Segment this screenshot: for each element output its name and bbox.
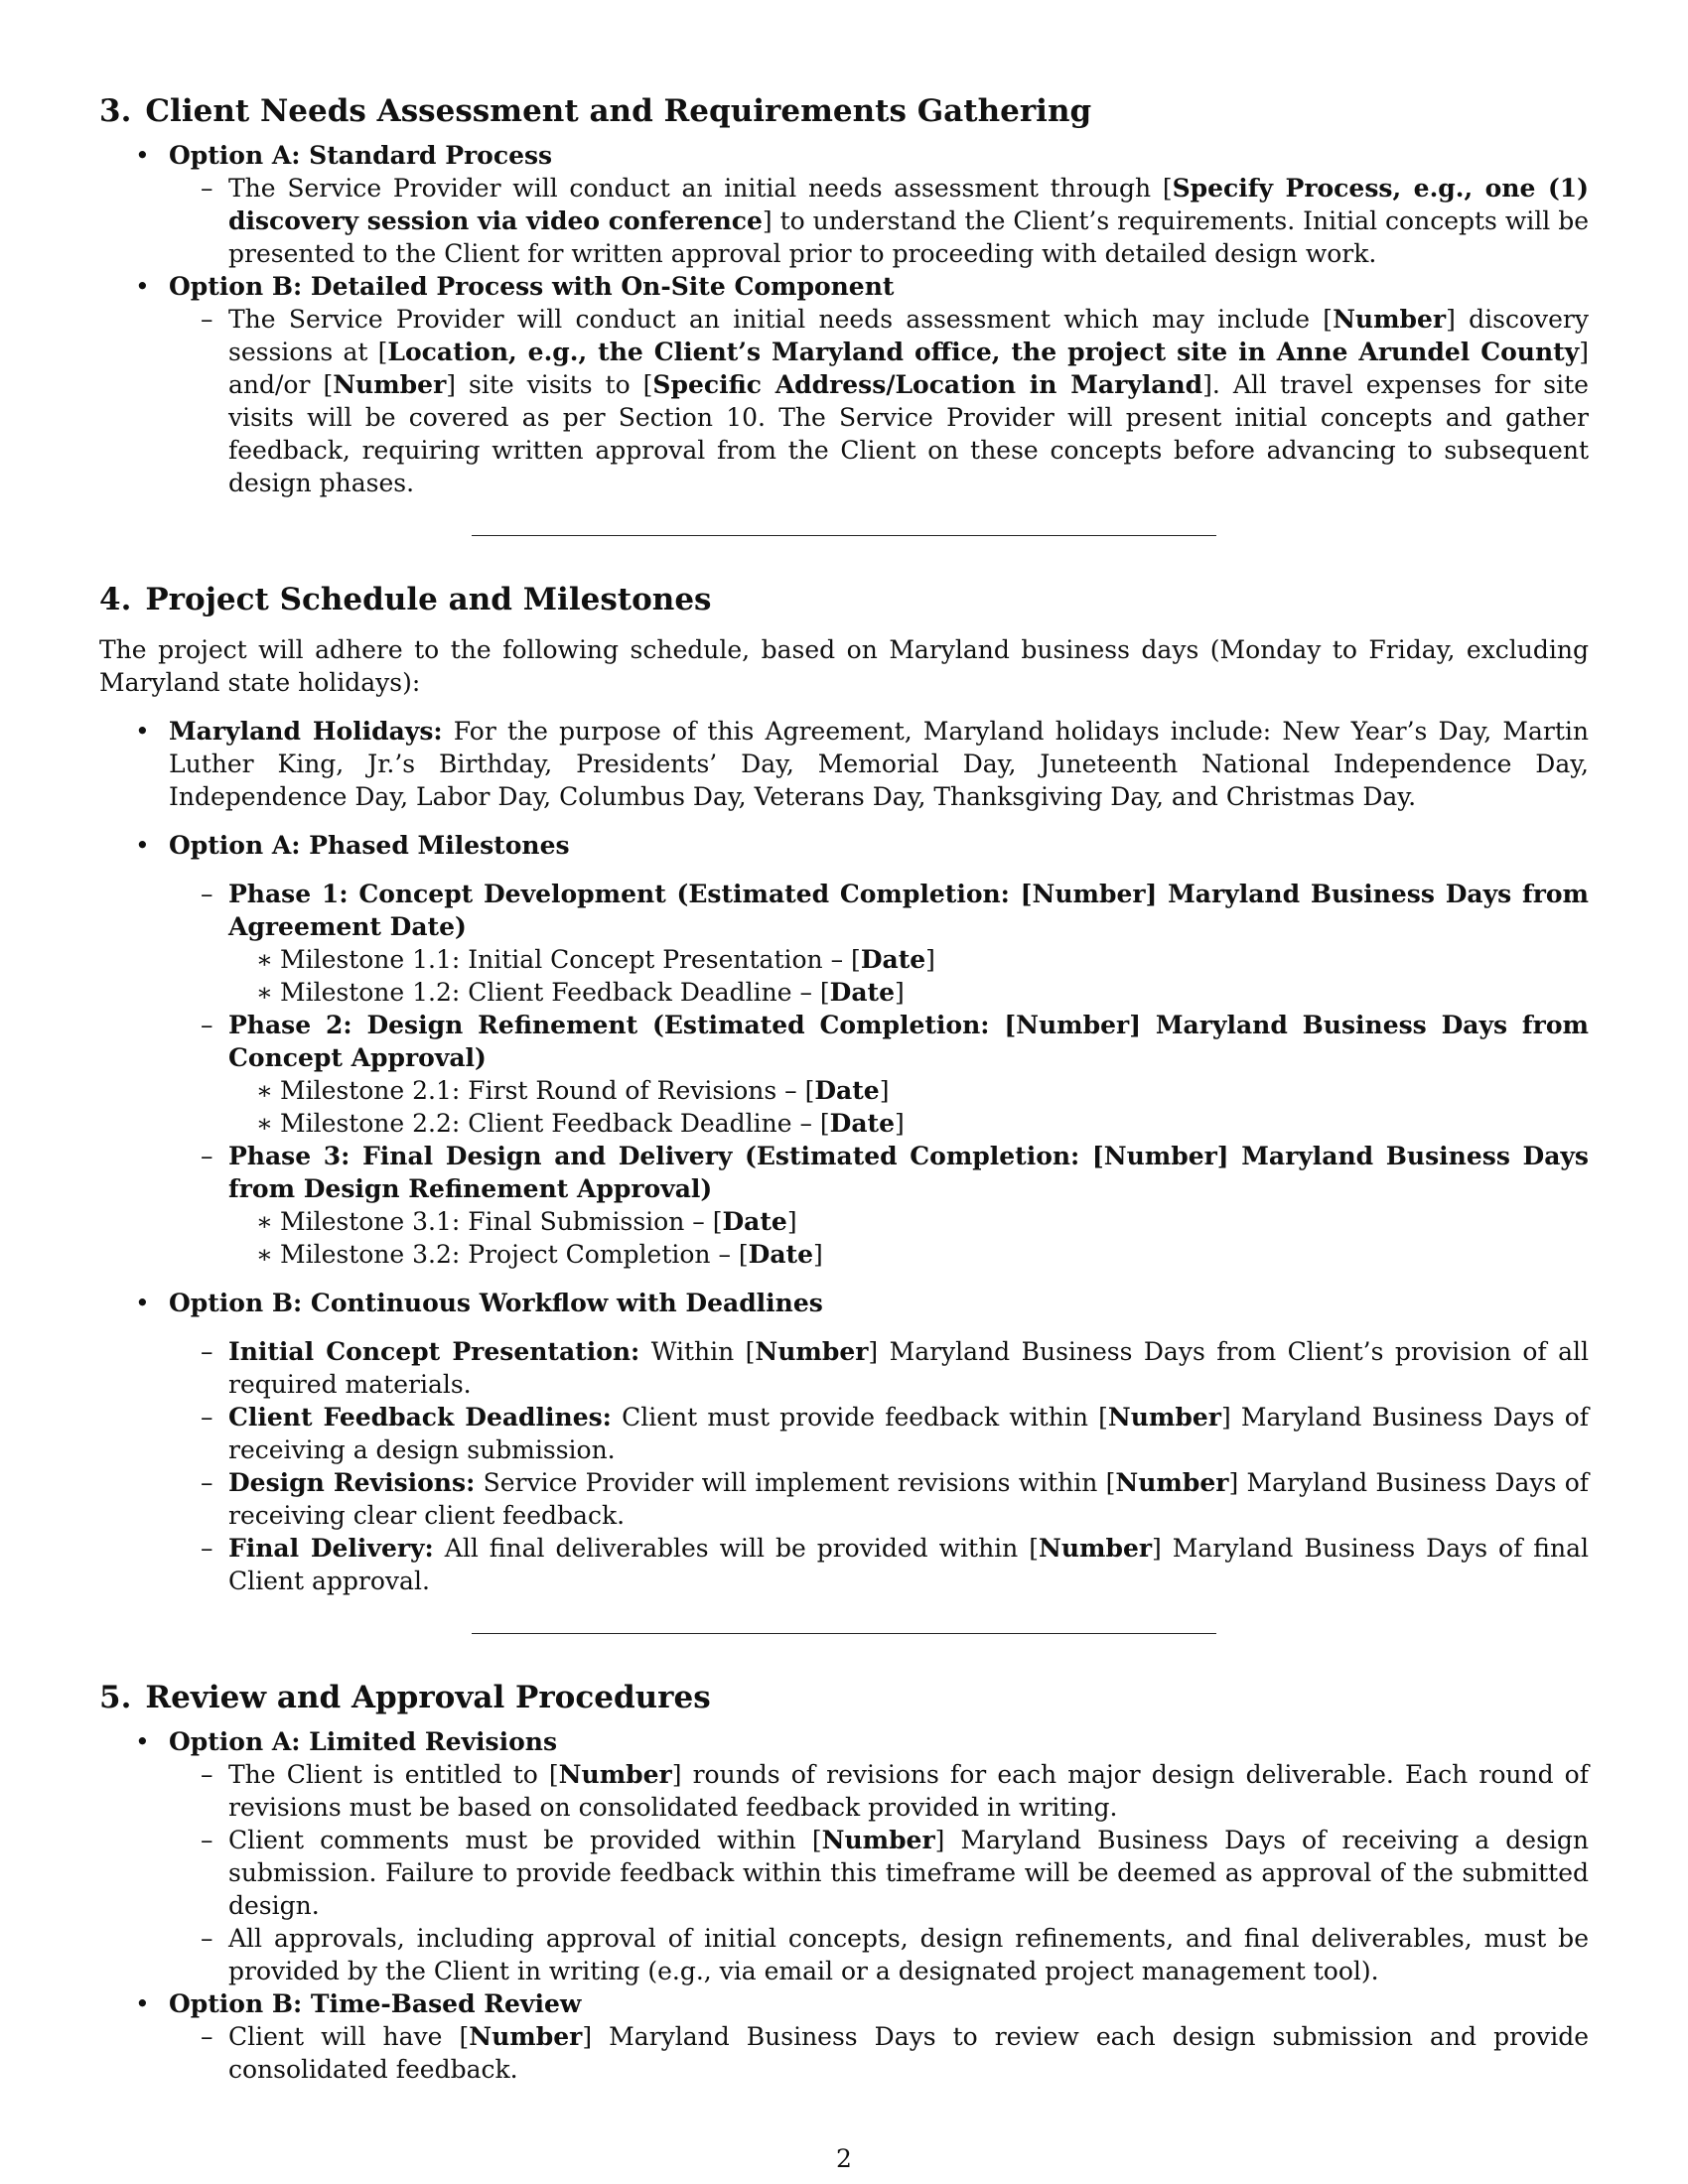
option-title: Option A: Limited Revisions xyxy=(169,1727,558,1756)
section-title: Client Needs Assessment and Requirements Gathering xyxy=(145,93,1092,129)
list-item xyxy=(99,1725,1589,1987)
document-page xyxy=(99,91,1589,2086)
list-item xyxy=(99,270,1589,499)
option-title: Option A: Standard Process xyxy=(169,141,553,170)
list-item: – The Service Provider will conduct an initial needs assessment through [Specify Process, e.g., one (1) discovery session via video conference] to understand the Client’s requirements. Initial concepts will be presented to the Client for written approval prior to proceeding with detailed design work. xyxy=(169,172,1589,270)
section-3-heading xyxy=(99,91,1589,131)
milestone-item: ∗ Milestone 3.1: Final Submission – [Date] xyxy=(228,1205,1589,1238)
list-item: – Design Revisions: Service Provider will implement revisions within [Number] Maryland Business Days of receiving clear client feedback. xyxy=(169,1466,1589,1532)
page-number: 2 xyxy=(836,2144,852,2173)
list-item: – Client will have [Number] Maryland Business Days to review each design submission and provide consolidated feedback. xyxy=(169,2020,1589,2086)
section-divider xyxy=(472,535,1216,536)
list-item: • Maryland Holidays: For the purpose of this Agreement, Maryland holidays include: New Year’s Day, Martin Luther King, Jr.’s Birthday, Presidents’ Day, Memorial Day, Juneteenth National Independence Day, Independence Day, Labor Day, Columbus Day, Veterans Day, Thanksgiving Day, and Christmas Day. xyxy=(99,715,1589,813)
milestone-item: ∗ Milestone 1.1: Initial Concept Presentation – [Date] xyxy=(228,943,1589,976)
section-4-heading xyxy=(99,580,1589,619)
section-number: 5. xyxy=(99,1680,132,1715)
list-item: – Client comments must be provided within [Number] Maryland Business Days of receiving a design submission. Failure to provide feedback within this timeframe will be deemed as approval of the submitted design. xyxy=(169,1824,1589,1922)
section-number: 4. xyxy=(99,582,132,617)
list-item: – All approvals, including approval of initial concepts, design refinements, and final deliverables, must be provided by the Client in writing (e.g., via email or a designated project management tool). xyxy=(169,1922,1589,1987)
list-item: – Client Feedback Deadlines: Client must provide feedback within [Number] Maryland Business Days of receiving a design submission. xyxy=(169,1401,1589,1466)
option-title: Option B: Continuous Workflow with Deadlines xyxy=(169,1289,823,1317)
list-item: – The Client is entitled to [Number] rounds of revisions for each major design deliverable. Each round of revisions must be based on consolidated feedback provided in writing. xyxy=(169,1758,1589,1824)
list-item: – Final Delivery: All final deliverables will be provided within [Number] Maryland Business Days of final Client approval. xyxy=(169,1532,1589,1597)
section-3-options xyxy=(99,139,1589,499)
phase-item: – Phase 3: Final Design and Delivery (Estimated Completion: [Number] Maryland Business Days from Design Refinement Approval) ∗ Milestone 3.1: Final Submission – [Date] ∗ Milestone 3.2: Project Completion – [Date] xyxy=(169,1140,1589,1271)
section-number: 3. xyxy=(99,93,132,129)
milestone-item: ∗ Milestone 2.1: First Round of Revisions – [Date] xyxy=(228,1074,1589,1107)
list-item: – The Service Provider will conduct an initial needs assessment which may include [Number] discovery sessions at [Location, e.g., the Client’s Maryland office, the project site in Anne Arundel County] and/or [Number] site visits to [Specific Address/Location in Maryland]. All travel expenses for site visits will be covered as per Section 10. The Service Provider will present initial concepts and gather feedback, requiring written approval from the Client on these concepts before advancing to subsequent design phases. xyxy=(169,303,1589,499)
section-divider xyxy=(472,1633,1216,1634)
section-4-intro: The project will adhere to the following schedule, based on Maryland business days (Monday to Friday, excluding Maryland state holidays): xyxy=(99,635,1589,697)
section-title: Project Schedule and Milestones xyxy=(145,582,712,617)
list-item xyxy=(99,1987,1589,2086)
list-item xyxy=(99,829,1589,1271)
list-item: – Initial Concept Presentation: Within [Number] Maryland Business Days from Client’s provision of all required materials. xyxy=(169,1335,1589,1401)
phase-item: – Phase 1: Concept Development (Estimated Completion: [Number] Maryland Business Days from Agreement Date) ∗ Milestone 1.1: Initial Concept Presentation – [Date] ∗ Milestone 1.2: Client Feedback Deadline – [Date] xyxy=(169,878,1589,1009)
milestone-item: ∗ Milestone 1.2: Client Feedback Deadline – [Date] xyxy=(228,976,1589,1009)
milestone-item: ∗ Milestone 3.2: Project Completion – [Date] xyxy=(228,1238,1589,1271)
list-item xyxy=(99,1287,1589,1597)
option-title: Option B: Time-Based Review xyxy=(169,1989,582,2018)
option-title: Option A: Phased Milestones xyxy=(169,831,570,860)
phase-item: – Phase 2: Design Refinement (Estimated Completion: [Number] Maryland Business Days from Concept Approval) ∗ Milestone 2.1: First Round of Revisions – [Date] ∗ Milestone 2.2: Client Feedback Deadline – [Date] xyxy=(169,1009,1589,1140)
option-title: Option B: Detailed Process with On-Site Component xyxy=(169,272,895,301)
milestone-item: ∗ Milestone 2.2: Client Feedback Deadline – [Date] xyxy=(228,1107,1589,1140)
list-item xyxy=(99,139,1589,270)
section-5-heading xyxy=(99,1678,1589,1717)
section-title: Review and Approval Procedures xyxy=(145,1680,711,1715)
